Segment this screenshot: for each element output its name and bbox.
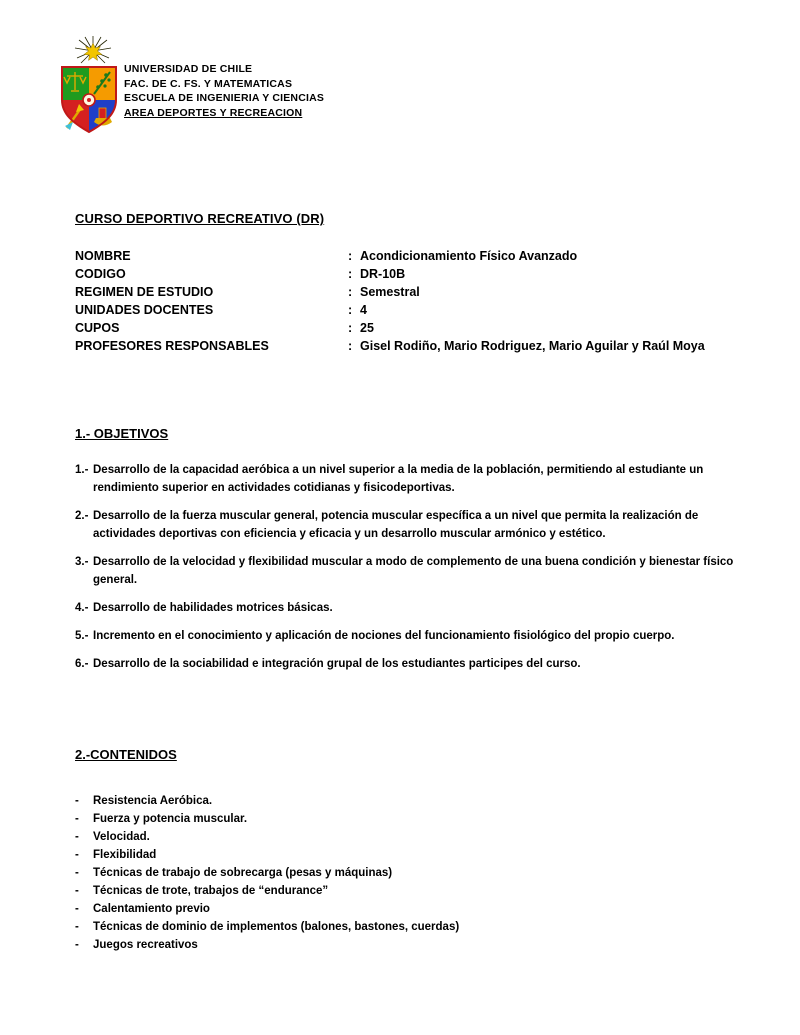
dash-marker: - bbox=[75, 849, 79, 861]
field-row-profesores bbox=[75, 337, 757, 355]
field-separator: : bbox=[348, 339, 353, 353]
content-item bbox=[75, 936, 740, 954]
objective-item bbox=[75, 507, 735, 543]
dash-marker: - bbox=[75, 867, 79, 879]
field-separator: : bbox=[348, 321, 353, 335]
school-name: ESCUELA DE INGENIERIA Y CIENCIAS bbox=[124, 92, 325, 104]
content-text: Técnicas de dominio de implementos (balones, bastones, cuerdas) bbox=[93, 921, 460, 933]
objective-text: Desarrollo de la capacidad aeróbica a un nivel superior a la media de la población, permitiendo al estudiante un rendimiento superior en actividades cotidianas y fisicodeportivas. bbox=[93, 464, 710, 494]
content-item bbox=[75, 810, 740, 828]
field-label: CODIGO bbox=[75, 267, 126, 281]
objective-text: Incremento en el conocimiento y aplicación de nociones del funcionamiento fisiológico del propio cuerpo. bbox=[93, 630, 675, 642]
field-row-codigo bbox=[75, 265, 757, 283]
objective-number: 4.- bbox=[75, 602, 89, 614]
section-heading: 1.- OBJETIVOS bbox=[75, 426, 169, 441]
objective-item bbox=[75, 461, 735, 497]
content-text: Resistencia Aeróbica. bbox=[93, 795, 213, 807]
field-separator: : bbox=[348, 249, 353, 263]
field-value: Semestral bbox=[360, 285, 420, 299]
content-text: Fuerza y potencia muscular. bbox=[93, 813, 248, 825]
field-value: 25 bbox=[360, 321, 374, 335]
field-row-nombre bbox=[75, 247, 757, 265]
field-label: CUPOS bbox=[75, 321, 120, 335]
content-text: Flexibilidad bbox=[93, 849, 157, 861]
objective-number: 2.- bbox=[75, 510, 89, 522]
dash-marker: - bbox=[75, 903, 79, 915]
objective-item bbox=[75, 627, 735, 645]
objective-number: 1.- bbox=[75, 464, 89, 476]
content-item bbox=[75, 828, 740, 846]
field-label: UNIDADES DOCENTES bbox=[75, 303, 214, 317]
objective-item bbox=[75, 553, 735, 589]
field-value: DR-10B bbox=[360, 267, 406, 281]
course-fields bbox=[75, 247, 757, 355]
faculty-name: FAC. DE C. FS. Y MATEMATICAS bbox=[124, 77, 293, 90]
content-text: Velocidad. bbox=[93, 831, 150, 843]
objective-text: Desarrollo de la sociabilidad e integración grupal de los estudiantes participes del curso. bbox=[93, 658, 581, 670]
objective-item bbox=[75, 655, 735, 673]
section-objetivos bbox=[75, 427, 740, 683]
objective-text: Desarrollo de la velocidad y flexibilidad muscular a modo de complemento de una buena condición y bienestar físico general. bbox=[93, 556, 737, 586]
content-item bbox=[75, 900, 740, 918]
field-separator: : bbox=[348, 285, 353, 299]
field-value: Gisel Rodiño, Mario Rodriguez, Mario Aguilar y Raúl Moya bbox=[360, 339, 705, 353]
content-item bbox=[75, 846, 740, 864]
university-name: UNIVERSIDAD DE CHILE bbox=[124, 63, 253, 75]
dash-marker: - bbox=[75, 885, 79, 897]
objective-item bbox=[75, 599, 735, 617]
field-value: 4 bbox=[360, 303, 367, 317]
content-text: Técnicas de trote, trabajos de “endurance” bbox=[93, 885, 329, 897]
content-item bbox=[75, 918, 740, 936]
field-value: Acondicionamiento Físico Avanzado bbox=[360, 249, 578, 263]
section-heading: 2.-CONTENIDOS bbox=[75, 747, 177, 762]
field-row-regimen bbox=[75, 283, 757, 301]
content-text: Calentamiento previo bbox=[93, 903, 210, 915]
dash-marker: - bbox=[75, 921, 79, 933]
field-label: NOMBRE bbox=[75, 249, 131, 263]
content-item bbox=[75, 792, 740, 810]
field-separator: : bbox=[348, 303, 353, 317]
area-name: AREA DEPORTES Y RECREACION bbox=[124, 106, 303, 119]
content-item bbox=[75, 882, 740, 900]
content-item bbox=[75, 864, 740, 882]
objective-text: Desarrollo de habilidades motrices básicas. bbox=[93, 602, 333, 614]
dash-marker: - bbox=[75, 831, 79, 843]
header bbox=[57, 36, 324, 136]
dash-marker: - bbox=[75, 813, 79, 825]
field-label: REGIMEN DE ESTUDIO bbox=[75, 285, 214, 299]
dash-marker: - bbox=[75, 795, 79, 807]
dash-marker: - bbox=[75, 939, 79, 951]
field-separator: : bbox=[348, 267, 353, 281]
section-contenidos bbox=[75, 748, 740, 954]
university-crest-icon bbox=[57, 36, 121, 136]
field-label: PROFESORES RESPONSABLES bbox=[75, 339, 269, 353]
field-row-cupos bbox=[75, 319, 757, 337]
objective-number: 3.- bbox=[75, 556, 89, 568]
field-row-unidades bbox=[75, 301, 757, 319]
content-text: Juegos recreativos bbox=[93, 939, 198, 951]
document-title: CURSO DEPORTIVO RECREATIVO (DR) bbox=[75, 211, 325, 226]
objective-number: 5.- bbox=[75, 630, 89, 642]
institution-block bbox=[124, 62, 324, 120]
objective-text: Desarrollo de la fuerza muscular general, potencia muscular específica a un nivel que permita la realización de actividades deportivas con eficiencia y eficacia y un desarrollo muscular armónico y estético. bbox=[93, 510, 702, 540]
objective-number: 6.- bbox=[75, 658, 89, 670]
content-text: Técnicas de trabajo de sobrecarga (pesas y máquinas) bbox=[93, 867, 393, 879]
